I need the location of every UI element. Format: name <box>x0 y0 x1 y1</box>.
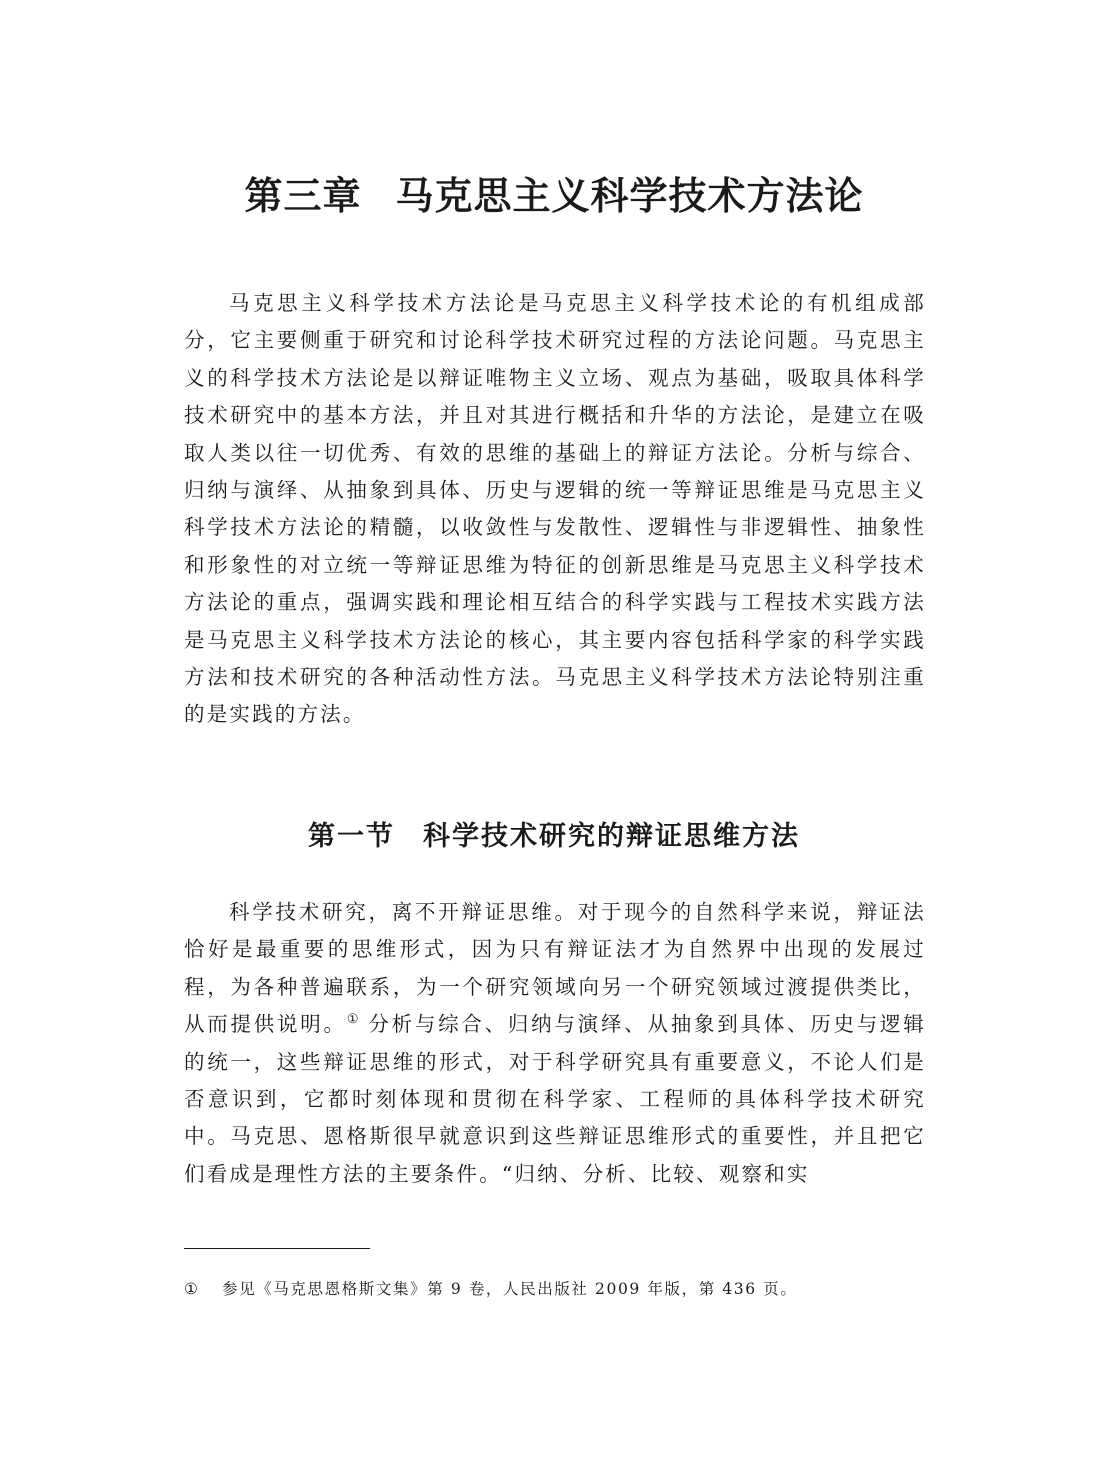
chapter-title <box>0 168 1108 224</box>
section-title <box>0 815 1108 859</box>
chapter-name: 马克思主义科学技术方法论 <box>395 174 864 218</box>
section-label: 第一节 <box>308 821 395 852</box>
section-paragraph-text-2: 分析与综合、归纳与演绎、从抽象到具体、历史与逻辑的统一，这些辩证思维的形式，对于科学研究具有重要意义，不论人们是否意识到，它都时刻体现和贯彻在科学家、工程师的具体科学技术研究中。马克思、恩格斯很早就意识到这些辩证思维形式的重要性，并且把它们看成是理性方法的主要条件。“归纳、分析、比较、观察和实 <box>184 1012 927 1186</box>
section-paragraph-text-1: 科学技术研究，离不开辩证思维。对于现今的自然科学来说，辩证法恰好是最重要的思维形式，因为只有辩证法才为自然界中出现的发展过程，为各种普遍联系，为一个研究领域向另一个研究领域过渡提供类比，从而提供说明。 <box>184 900 926 1037</box>
footnote <box>184 1277 926 1301</box>
intro-paragraph: 马克思主义科学技术方法论是马克思主义科学技术论的有机组成部分，它主要侧重于研究和讨论科学技术研究过程的方法论问题。马克思主义的科学技术方法论是以辩证唯物主义立场、观点为基础，吸取具体科学技术研究中的基本方法，并且对其进行概括和升华的方法论，是建立在吸取人类以往一切优秀、有效的思维的基础上的辩证方法论。分析与综合、归纳与演绎、从抽象到具体、历史与逻辑的统一等辩证思维是马克思主义科学技术方法论的精髓，以收敛性与发散性、逻辑性与非逻辑性、抽象性和形象性的对立统一等辩证思维为特征的创新思维是马克思主义科学技术方法论的重点，强调实践和理论相互结合的科学实践与工程技术实践方法是马克思主义科学技术方法论的核心，其主要内容包括科学家的科学实践方法和技术研究的各种活动性方法。马克思主义科学技术方法论特别注重的是实践的方法。 <box>184 291 926 727</box>
footnote-mark: ① <box>184 1280 200 1298</box>
footnote-reference[interactable]: ① <box>346 1012 360 1028</box>
footnote-text: 参见《马克思恩格斯文集》第 9 卷，人民出版社 2009 年版，第 436 页。 <box>222 1280 798 1298</box>
section-name: 科学技术研究的辩证思维方法 <box>423 821 800 852</box>
footnote-divider <box>184 1248 370 1249</box>
section-paragraph <box>184 894 926 1193</box>
chapter-label: 第三章 <box>244 174 362 218</box>
